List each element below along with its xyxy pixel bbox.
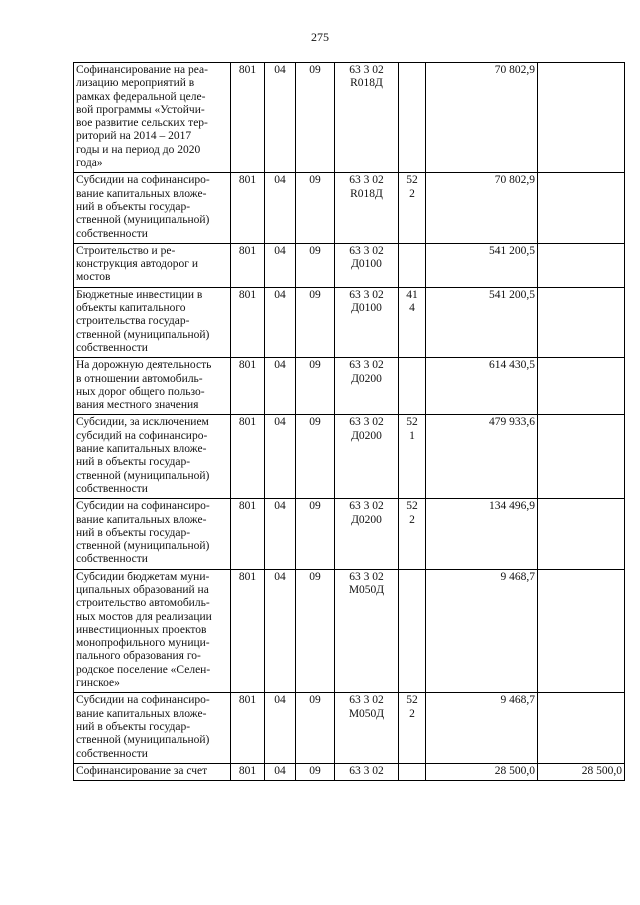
section-code: 04 bbox=[265, 763, 296, 780]
table-row bbox=[74, 287, 625, 357]
target-item-code: 63 3 02 Д0200 bbox=[335, 358, 399, 415]
row-name: Бюджетные инвестиции в объекты капитального строительства государ- ственной (муниципальной) собственности bbox=[74, 287, 231, 357]
amount-federal bbox=[538, 243, 625, 287]
ministry-code: 801 bbox=[231, 173, 265, 243]
target-item-code: 63 3 02 bbox=[335, 763, 399, 780]
amount-total: 134 496,9 bbox=[426, 499, 538, 569]
page-number: 275 bbox=[311, 30, 329, 44]
ministry-code: 801 bbox=[231, 415, 265, 499]
ministry-code: 801 bbox=[231, 569, 265, 693]
ministry-code: 801 bbox=[231, 243, 265, 287]
subsection-code: 09 bbox=[296, 63, 335, 173]
table-row bbox=[74, 569, 625, 693]
target-item-code: 63 3 02 М050Д bbox=[335, 569, 399, 693]
amount-federal bbox=[538, 173, 625, 243]
table-row bbox=[74, 763, 625, 780]
subsection-code: 09 bbox=[296, 569, 335, 693]
amount-total: 541 200,5 bbox=[426, 287, 538, 357]
amount-federal bbox=[538, 287, 625, 357]
table-row bbox=[74, 499, 625, 569]
target-item-code: 63 3 02 R018Д bbox=[335, 173, 399, 243]
table-row bbox=[74, 415, 625, 499]
row-name: Субсидии бюджетам муни- ципальных образований на строительство автомобиль- ных мостов для реализации инвестиционных проектов монопрофильного муници- пального образования го- родское поселение «Селен- гинское» bbox=[74, 569, 231, 693]
expense-type-code: 52 2 bbox=[399, 499, 426, 569]
target-item-code: 63 3 02 Д0100 bbox=[335, 243, 399, 287]
amount-federal bbox=[538, 63, 625, 173]
table-row bbox=[74, 63, 625, 173]
expense-type-code: 41 4 bbox=[399, 287, 426, 357]
amount-total: 614 430,5 bbox=[426, 358, 538, 415]
table-row bbox=[74, 173, 625, 243]
amount-federal bbox=[538, 358, 625, 415]
ministry-code: 801 bbox=[231, 693, 265, 763]
row-name: Субсидии на софинансиро- вание капитальных вложе- ний в объекты государ- ственной (муниципальной) собственности bbox=[74, 693, 231, 763]
amount-total: 70 802,9 bbox=[426, 173, 538, 243]
ministry-code: 801 bbox=[231, 358, 265, 415]
section-code: 04 bbox=[265, 569, 296, 693]
amount-total: 541 200,5 bbox=[426, 243, 538, 287]
expense-type-code bbox=[399, 63, 426, 173]
section-code: 04 bbox=[265, 358, 296, 415]
expense-type-code: 52 1 bbox=[399, 415, 426, 499]
section-code: 04 bbox=[265, 287, 296, 357]
section-code: 04 bbox=[265, 63, 296, 173]
subsection-code: 09 bbox=[296, 693, 335, 763]
row-name: Строительство и ре- конструкция автодорог и мостов bbox=[74, 243, 231, 287]
table-row bbox=[74, 358, 625, 415]
row-name: Софинансирование на реа- лизацию мероприятий в рамках федеральной целе- вой программы «Устойчи- вое развитие сельских тер- риторий на 2014 – 2017 годы и на период до 2020 года» bbox=[74, 63, 231, 173]
amount-federal bbox=[538, 415, 625, 499]
row-name: Субсидии, за исключением субсидий на софинансиро- вание капитальных вложе- ний в объекты государ- ственной (муниципальной) собственности bbox=[74, 415, 231, 499]
row-name: Субсидии на софинансиро- вание капитальных вложе- ний в объекты государ- ственной (муниципальной) собственности bbox=[74, 173, 231, 243]
amount-total: 479 933,6 bbox=[426, 415, 538, 499]
subsection-code: 09 bbox=[296, 173, 335, 243]
subsection-code: 09 bbox=[296, 499, 335, 569]
table-row bbox=[74, 243, 625, 287]
amount-total: 70 802,9 bbox=[426, 63, 538, 173]
target-item-code: 63 3 02 Д0200 bbox=[335, 415, 399, 499]
ministry-code: 801 bbox=[231, 499, 265, 569]
amount-total: 9 468,7 bbox=[426, 693, 538, 763]
section-code: 04 bbox=[265, 173, 296, 243]
ministry-code: 801 bbox=[231, 763, 265, 780]
subsection-code: 09 bbox=[296, 763, 335, 780]
expense-type-code bbox=[399, 569, 426, 693]
section-code: 04 bbox=[265, 693, 296, 763]
expense-type-code: 52 2 bbox=[399, 693, 426, 763]
amount-federal bbox=[538, 569, 625, 693]
subsection-code: 09 bbox=[296, 243, 335, 287]
amount-federal: 28 500,0 bbox=[538, 763, 625, 780]
section-code: 04 bbox=[265, 415, 296, 499]
expense-type-code bbox=[399, 763, 426, 780]
section-code: 04 bbox=[265, 499, 296, 569]
budget-table bbox=[73, 62, 625, 781]
row-name: Субсидии на софинансиро- вание капитальных вложе- ний в объекты государ- ственной (муниципальной) собственности bbox=[74, 499, 231, 569]
expense-type-code bbox=[399, 358, 426, 415]
amount-total: 9 468,7 bbox=[426, 569, 538, 693]
amount-total: 28 500,0 bbox=[426, 763, 538, 780]
target-item-code: 63 3 02 Д0100 bbox=[335, 287, 399, 357]
subsection-code: 09 bbox=[296, 287, 335, 357]
target-item-code: 63 3 02 R018Д bbox=[335, 63, 399, 173]
target-item-code: 63 3 02 Д0200 bbox=[335, 499, 399, 569]
budget-table-body bbox=[74, 63, 625, 781]
amount-federal bbox=[538, 499, 625, 569]
expense-type-code bbox=[399, 243, 426, 287]
subsection-code: 09 bbox=[296, 358, 335, 415]
row-name: Софинансирование за счет bbox=[74, 763, 231, 780]
section-code: 04 bbox=[265, 243, 296, 287]
amount-federal bbox=[538, 693, 625, 763]
subsection-code: 09 bbox=[296, 415, 335, 499]
target-item-code: 63 3 02 М050Д bbox=[335, 693, 399, 763]
expense-type-code: 52 2 bbox=[399, 173, 426, 243]
table-row bbox=[74, 693, 625, 763]
ministry-code: 801 bbox=[231, 287, 265, 357]
ministry-code: 801 bbox=[231, 63, 265, 173]
row-name: На дорожную деятельность в отношении автомобиль- ных дорог общего пользо- вания местного значения bbox=[74, 358, 231, 415]
